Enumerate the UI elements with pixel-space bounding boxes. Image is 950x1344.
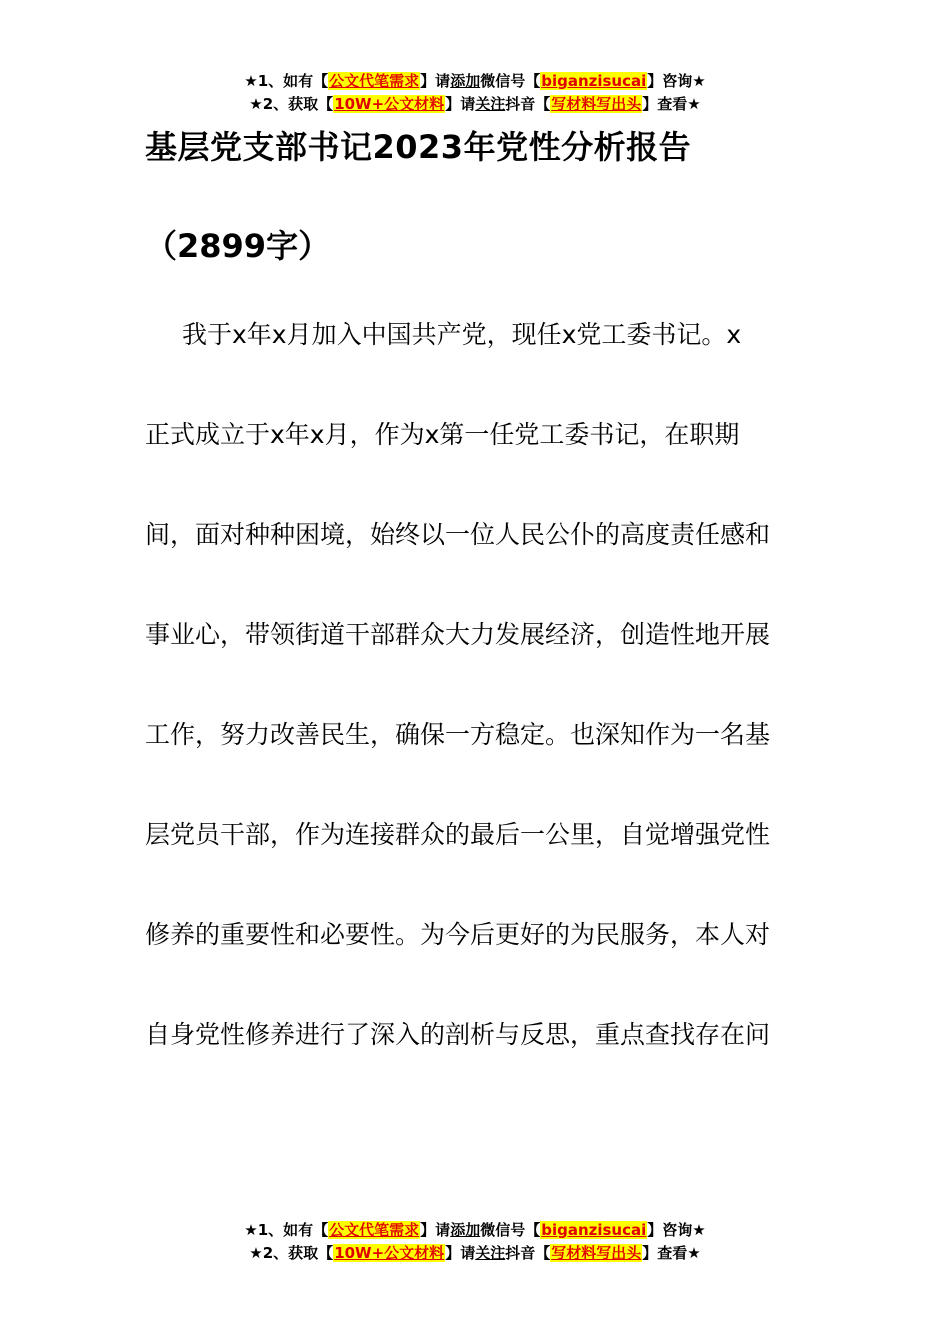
document-title: 基层党支部书记2023年党性分析报告: [145, 128, 692, 166]
banner-underline: 添加: [450, 1221, 481, 1239]
body-line: 自身党性修养进行了深入的剖析与反思，重点查找存在问: [145, 1020, 771, 1049]
body-line: 修养的重要性和必要性。为今后更好的为民服务，本人对: [145, 920, 771, 949]
banner-text: 】请: [445, 95, 476, 113]
banner-highlight: 公文代笔需求: [329, 1221, 420, 1239]
header-banner: [0, 70, 950, 116]
banner-text: 】咨询★: [647, 1221, 706, 1239]
banner-text: 】请: [420, 72, 451, 90]
banner-text: ★1、如有【: [244, 1221, 329, 1239]
banner-text: ★2、获取【: [249, 95, 334, 113]
banner-text: ★2、获取【: [249, 1244, 334, 1262]
body-line: 工作，努力改善民生，确保一方稳定。也深知作为一名基: [145, 720, 771, 749]
banner-highlight: 10W+公文材料: [334, 95, 445, 113]
banner-highlight: 10W+公文材料: [334, 1244, 445, 1262]
banner-text: 微信号【: [480, 1221, 541, 1239]
banner-line-2: [0, 93, 950, 116]
banner-underline: 关注: [475, 1244, 506, 1262]
banner-text: ★1、如有【: [244, 72, 329, 90]
banner-text: 微信号【: [480, 72, 541, 90]
footer-banner: [0, 1219, 950, 1265]
body-line: 我于x年x月加入中国共产党，现任x党工委书记。x: [182, 320, 742, 349]
banner-underline: 关注: [475, 95, 506, 113]
document-body: [145, 312, 810, 1112]
banner-highlight: biganzisucai: [541, 72, 647, 90]
word-count: （2899字）: [145, 227, 331, 265]
banner-text: 】查看★: [642, 95, 701, 113]
banner-text: 】请: [420, 1221, 451, 1239]
banner-text: 】查看★: [642, 1244, 701, 1262]
body-line: 正式成立于x年x月，作为x第一任党工委书记，在职期: [145, 420, 740, 449]
banner-text: 抖音【: [505, 1244, 551, 1262]
banner-highlight: 公文代笔需求: [329, 72, 420, 90]
banner-text: 】咨询★: [647, 72, 706, 90]
body-line: 事业心，带领街道干部群众大力发展经济，创造性地开展: [145, 620, 771, 649]
banner-line-2: [0, 1242, 950, 1265]
banner-underline: 添加: [450, 72, 481, 90]
banner-line-1: [0, 1219, 950, 1242]
banner-highlight: 写材料写出头: [551, 1244, 642, 1262]
body-line: 间，面对种种困境，始终以一位人民公仆的高度责任感和: [145, 520, 771, 549]
banner-text: 抖音【: [505, 95, 551, 113]
banner-line-1: [0, 70, 950, 93]
banner-highlight: biganzisucai: [541, 1221, 647, 1239]
banner-text: 】请: [445, 1244, 476, 1262]
banner-highlight: 写材料写出头: [551, 95, 642, 113]
body-line: 层党员干部，作为连接群众的最后一公里，自觉增强党性: [145, 820, 771, 849]
